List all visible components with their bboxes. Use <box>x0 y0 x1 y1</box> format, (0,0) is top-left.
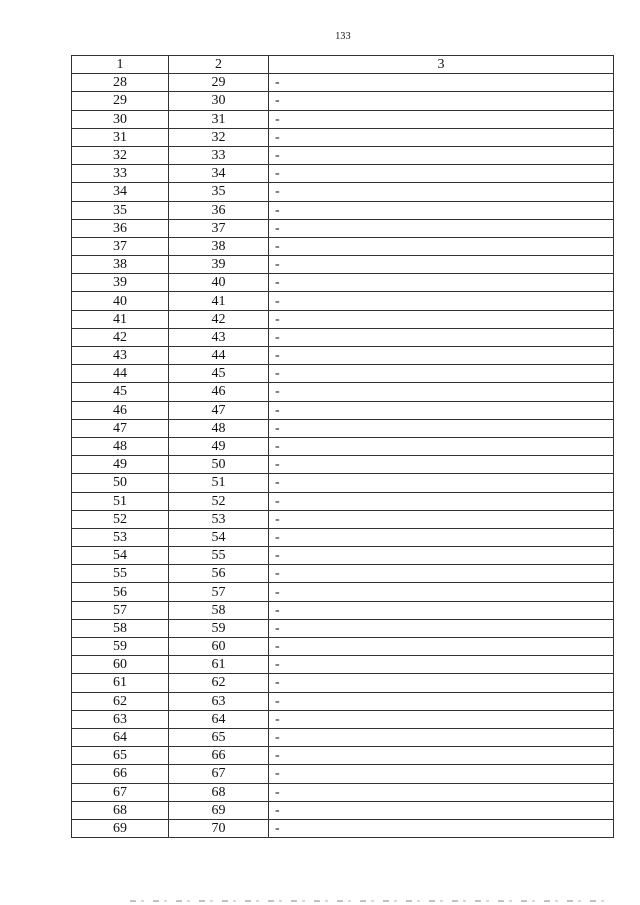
table-cell-col-2: 68 <box>169 783 269 801</box>
table-cell-col-1: 60 <box>72 656 169 674</box>
table-row <box>72 692 614 710</box>
table-cell-col-3: - <box>269 365 614 383</box>
table-row <box>72 619 614 637</box>
table-cell-col-3: - <box>269 565 614 583</box>
table-cell-col-2: 33 <box>169 146 269 164</box>
table-cell-col-2: 64 <box>169 710 269 728</box>
table-cell-col-2: 62 <box>169 674 269 692</box>
table-cell-col-3: - <box>269 547 614 565</box>
table-cell-col-1: 54 <box>72 547 169 565</box>
table-cell-col-3: - <box>269 601 614 619</box>
table-cell-col-1: 64 <box>72 728 169 746</box>
table-cell-col-1: 41 <box>72 310 169 328</box>
table-cell-col-2: 55 <box>169 547 269 565</box>
table-row <box>72 474 614 492</box>
column-header-2: 2 <box>169 56 269 74</box>
table-row <box>72 510 614 528</box>
table-row <box>72 547 614 565</box>
table-row <box>72 401 614 419</box>
table-cell-col-2: 69 <box>169 801 269 819</box>
table-row <box>72 274 614 292</box>
table-cell-col-3: - <box>269 783 614 801</box>
table-header <box>72 56 614 74</box>
table-row <box>72 747 614 765</box>
table-cell-col-2: 54 <box>169 528 269 546</box>
table-cell-col-2: 65 <box>169 728 269 746</box>
table-cell-col-1: 30 <box>72 110 169 128</box>
table-row <box>72 146 614 164</box>
table-cell-col-1: 35 <box>72 201 169 219</box>
table-cell-col-3: - <box>269 583 614 601</box>
page-number: 133 <box>335 31 351 42</box>
table-cell-col-2: 37 <box>169 219 269 237</box>
table-cell-col-2: 39 <box>169 256 269 274</box>
table-cell-col-3: - <box>269 292 614 310</box>
table-cell-col-3: - <box>269 347 614 365</box>
table-cell-col-1: 55 <box>72 565 169 583</box>
table-cell-col-2: 42 <box>169 310 269 328</box>
table-cell-col-2: 48 <box>169 419 269 437</box>
table-cell-col-1: 45 <box>72 383 169 401</box>
table-cell-col-2: 57 <box>169 583 269 601</box>
table-cell-col-2: 35 <box>169 183 269 201</box>
table-cell-col-3: - <box>269 510 614 528</box>
table-cell-col-3: - <box>269 765 614 783</box>
table-row <box>72 565 614 583</box>
table-cell-col-3: - <box>269 801 614 819</box>
table-cell-col-1: 29 <box>72 92 169 110</box>
table-cell-col-3: - <box>269 274 614 292</box>
table-cell-col-3: - <box>269 256 614 274</box>
table-cell-col-3: - <box>269 401 614 419</box>
table-cell-col-2: 56 <box>169 565 269 583</box>
table-cell-col-1: 46 <box>72 401 169 419</box>
table-cell-col-2: 44 <box>169 347 269 365</box>
table-cell-col-2: 47 <box>169 401 269 419</box>
table-row <box>72 710 614 728</box>
table-row <box>72 583 614 601</box>
table-row <box>72 328 614 346</box>
table-row <box>72 801 614 819</box>
table-row <box>72 365 614 383</box>
table-cell-col-1: 59 <box>72 638 169 656</box>
table-cell-col-2: 59 <box>169 619 269 637</box>
table-row <box>72 437 614 455</box>
table-row <box>72 728 614 746</box>
table-cell-col-1: 50 <box>72 474 169 492</box>
table-row <box>72 638 614 656</box>
table-cell-col-3: - <box>269 146 614 164</box>
table-cell-col-2: 50 <box>169 456 269 474</box>
table-cell-col-1: 40 <box>72 292 169 310</box>
table-cell-col-1: 68 <box>72 801 169 819</box>
table-cell-col-3: - <box>269 528 614 546</box>
table-cell-col-3: - <box>269 638 614 656</box>
table-row <box>72 347 614 365</box>
table-cell-col-2: 45 <box>169 365 269 383</box>
table-cell-col-3: - <box>269 492 614 510</box>
table-cell-col-1: 39 <box>72 274 169 292</box>
table-cell-col-1: 62 <box>72 692 169 710</box>
table-row <box>72 819 614 837</box>
table-cell-col-2: 30 <box>169 92 269 110</box>
table-cell-col-3: - <box>269 201 614 219</box>
table-cell-col-3: - <box>269 74 614 92</box>
table-cell-col-3: - <box>269 619 614 637</box>
table-row <box>72 674 614 692</box>
table-row <box>72 219 614 237</box>
table-row <box>72 201 614 219</box>
table-row <box>72 456 614 474</box>
table-cell-col-1: 49 <box>72 456 169 474</box>
table-cell-col-3: - <box>269 710 614 728</box>
table-row <box>72 165 614 183</box>
table-cell-col-1: 65 <box>72 747 169 765</box>
table-cell-col-1: 67 <box>72 783 169 801</box>
table-row <box>72 256 614 274</box>
table-cell-col-3: - <box>269 674 614 692</box>
table-cell-col-1: 43 <box>72 347 169 365</box>
table-cell-col-3: - <box>269 219 614 237</box>
table-cell-col-2: 49 <box>169 437 269 455</box>
table-cell-col-1: 61 <box>72 674 169 692</box>
table-body <box>72 74 614 838</box>
table-cell-col-1: 53 <box>72 528 169 546</box>
table-cell-col-3: - <box>269 474 614 492</box>
table-cell-col-1: 56 <box>72 583 169 601</box>
table-cell-col-1: 69 <box>72 819 169 837</box>
header-row <box>72 56 614 74</box>
table-row <box>72 601 614 619</box>
table-cell-col-1: 44 <box>72 365 169 383</box>
table-row <box>72 292 614 310</box>
table-cell-col-3: - <box>269 437 614 455</box>
table-row <box>72 74 614 92</box>
table-row <box>72 183 614 201</box>
table-cell-col-2: 29 <box>169 74 269 92</box>
table-cell-col-1: 47 <box>72 419 169 437</box>
table-cell-col-1: 31 <box>72 128 169 146</box>
table-cell-col-2: 52 <box>169 492 269 510</box>
table-cell-col-2: 36 <box>169 201 269 219</box>
table-cell-col-3: - <box>269 310 614 328</box>
table-cell-col-2: 58 <box>169 601 269 619</box>
table-cell-col-3: - <box>269 128 614 146</box>
data-table <box>71 55 614 838</box>
table-row <box>72 128 614 146</box>
table-cell-col-1: 32 <box>72 146 169 164</box>
scan-artifact-line <box>130 900 610 902</box>
table-cell-col-3: - <box>269 656 614 674</box>
table-cell-col-2: 41 <box>169 292 269 310</box>
table-cell-col-2: 60 <box>169 638 269 656</box>
table-row <box>72 110 614 128</box>
table-cell-col-1: 57 <box>72 601 169 619</box>
table-cell-col-3: - <box>269 747 614 765</box>
table-cell-col-2: 32 <box>169 128 269 146</box>
column-header-3: 3 <box>269 56 614 74</box>
table-cell-col-2: 61 <box>169 656 269 674</box>
table-row <box>72 528 614 546</box>
table-row <box>72 237 614 255</box>
table-row <box>72 419 614 437</box>
table-cell-col-1: 58 <box>72 619 169 637</box>
table-cell-col-1: 28 <box>72 74 169 92</box>
table-cell-col-1: 48 <box>72 437 169 455</box>
table-cell-col-1: 34 <box>72 183 169 201</box>
table-cell-col-2: 63 <box>169 692 269 710</box>
table-cell-col-2: 53 <box>169 510 269 528</box>
table-row <box>72 783 614 801</box>
table-cell-col-1: 63 <box>72 710 169 728</box>
table-cell-col-2: 40 <box>169 274 269 292</box>
table-cell-col-3: - <box>269 183 614 201</box>
table-cell-col-2: 31 <box>169 110 269 128</box>
table-cell-col-3: - <box>269 456 614 474</box>
table-cell-col-3: - <box>269 819 614 837</box>
table-cell-col-2: 38 <box>169 237 269 255</box>
table-cell-col-2: 67 <box>169 765 269 783</box>
table-cell-col-3: - <box>269 237 614 255</box>
table-cell-col-2: 66 <box>169 747 269 765</box>
column-header-1: 1 <box>72 56 169 74</box>
table-cell-col-3: - <box>269 328 614 346</box>
table-cell-col-1: 37 <box>72 237 169 255</box>
table-row <box>72 765 614 783</box>
table-cell-col-1: 42 <box>72 328 169 346</box>
table-row <box>72 492 614 510</box>
table-cell-col-3: - <box>269 383 614 401</box>
table-cell-col-3: - <box>269 92 614 110</box>
table-cell-col-2: 43 <box>169 328 269 346</box>
table-cell-col-3: - <box>269 419 614 437</box>
table-row <box>72 656 614 674</box>
table-cell-col-3: - <box>269 728 614 746</box>
table-cell-col-1: 52 <box>72 510 169 528</box>
table-row <box>72 383 614 401</box>
table-row <box>72 92 614 110</box>
table-cell-col-3: - <box>269 110 614 128</box>
table-cell-col-2: 51 <box>169 474 269 492</box>
table-cell-col-2: 34 <box>169 165 269 183</box>
table-cell-col-1: 38 <box>72 256 169 274</box>
table-cell-col-3: - <box>269 692 614 710</box>
table-cell-col-2: 70 <box>169 819 269 837</box>
table-row <box>72 310 614 328</box>
table-cell-col-2: 46 <box>169 383 269 401</box>
table-cell-col-3: - <box>269 165 614 183</box>
table-cell-col-1: 33 <box>72 165 169 183</box>
table-cell-col-1: 66 <box>72 765 169 783</box>
table-cell-col-1: 51 <box>72 492 169 510</box>
table-cell-col-1: 36 <box>72 219 169 237</box>
